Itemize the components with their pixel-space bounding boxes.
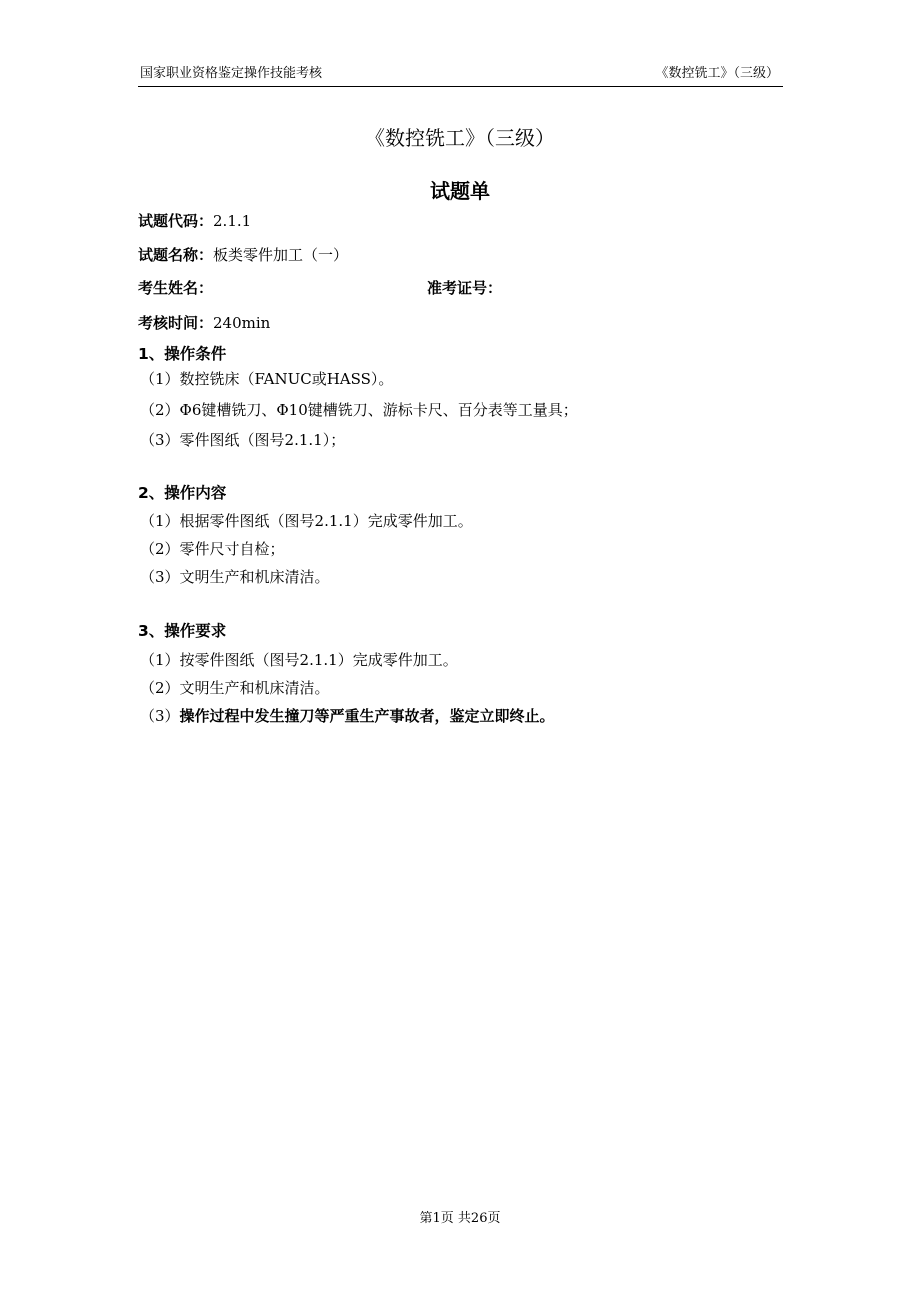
item-text: Φ6键槽铣刀、Φ10键槽铣刀、游标卡尺、百分表等工量具； — [179, 401, 578, 419]
field-exam-time — [138, 313, 270, 333]
section-heading-conditions: 1、操作条件 — [138, 345, 227, 363]
item-number: （1） — [140, 370, 180, 388]
section-heading-requirements: 3、操作要求 — [138, 622, 227, 640]
list-item — [140, 650, 458, 670]
list-item — [140, 511, 473, 531]
item-text: 按零件图纸（图号2.1.1）完成零件加工。 — [179, 651, 458, 669]
item-number: （3） — [140, 707, 180, 725]
item-text-warning: 操作过程中发生撞刀等严重生产事故者，鉴定立即终止。 — [179, 707, 555, 725]
field-candidate-name — [138, 278, 213, 298]
item-text: 根据零件图纸（图号2.1.1）完成零件加工。 — [179, 512, 473, 530]
field-question-name — [138, 245, 348, 265]
question-code-value: 2.1.1 — [213, 212, 252, 230]
page-header — [138, 64, 783, 87]
candidate-name-label: 考生姓名： — [138, 279, 214, 297]
list-item — [140, 400, 578, 420]
item-number: （3） — [140, 431, 180, 449]
list-item — [140, 369, 393, 389]
item-text: 数控铣床（FANUC或HASS）。 — [179, 370, 394, 388]
question-name-value: 板类零件加工（一） — [213, 246, 349, 264]
item-number: （1） — [140, 651, 180, 669]
list-item — [140, 430, 345, 450]
header-right-text: 《数控铣工》（三级） — [655, 66, 779, 81]
header-left-text: 国家职业资格鉴定操作技能考核 — [140, 66, 323, 81]
question-code-label: 试题代码： — [138, 212, 214, 230]
item-number: （2） — [140, 540, 180, 558]
item-number: （2） — [140, 401, 180, 419]
exam-time-value: 240min — [213, 314, 271, 332]
list-item — [140, 539, 285, 559]
list-item — [140, 706, 555, 726]
item-text: 零件尺寸自检； — [179, 540, 285, 558]
document-subtitle: 试题单 — [430, 179, 490, 203]
item-text: 文明生产和机床清洁。 — [179, 679, 330, 697]
ticket-number-label: 准考证号： — [427, 279, 503, 297]
item-text: 零件图纸（图号2.1.1）； — [179, 431, 346, 449]
list-item — [140, 678, 330, 698]
question-name-label: 试题名称： — [138, 246, 214, 264]
exam-time-label: 考核时间： — [138, 314, 214, 332]
section-heading-content: 2、操作内容 — [138, 484, 227, 502]
item-number: （3） — [140, 568, 180, 586]
item-number: （2） — [140, 679, 180, 697]
field-question-code — [138, 211, 251, 231]
item-number: （1） — [140, 512, 180, 530]
page-footer: 第1页 共26页 — [419, 1211, 501, 1226]
document-title: 《数控铣工》（三级） — [365, 126, 555, 150]
item-text: 文明生产和机床清洁。 — [179, 568, 330, 586]
list-item — [140, 567, 330, 587]
field-ticket-number — [427, 278, 502, 298]
